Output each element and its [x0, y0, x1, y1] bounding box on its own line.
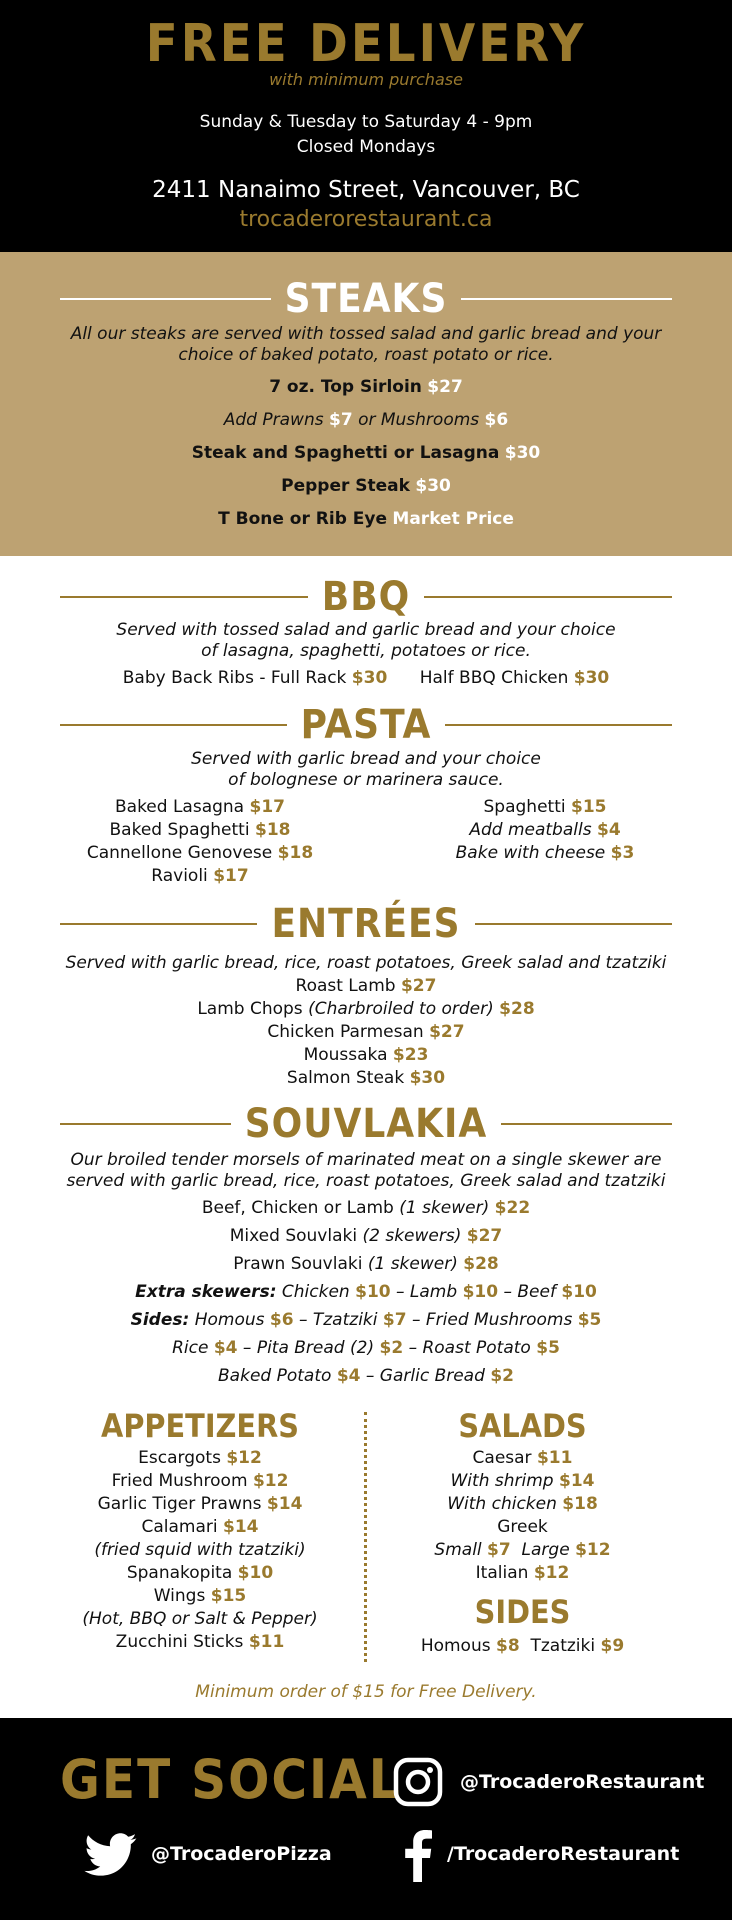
item-name: Steak and Spaghetti or Lasagna: [191, 443, 500, 463]
entrees-list: [0, 975, 732, 1090]
hours-line-1: Sunday & Tuesday to Saturday 4 - 9pm: [199, 112, 533, 132]
separator: –: [396, 1282, 405, 1302]
item-price: $30: [504, 443, 541, 463]
instagram-handle[interactable]: @TrocaderoRestaurant: [460, 1771, 705, 1793]
item-price: $27: [429, 1022, 465, 1042]
item-name: Bake with cheese: [455, 843, 606, 863]
heading-rule: [60, 923, 257, 925]
entrees-title: ENTRÉES: [271, 901, 461, 947]
extra-skewers: [0, 1282, 732, 1302]
item-price: $4: [596, 820, 621, 840]
item-price: $4: [336, 1366, 361, 1386]
menu-item: [0, 1021, 732, 1044]
item-price: $12: [252, 1471, 289, 1491]
item-price: $17: [249, 797, 286, 817]
item-price: $15: [210, 1586, 247, 1606]
menu-item: [60, 1562, 340, 1585]
souvlakia-desc-line-2: served with garlic bread, rice, roast potatoes, Greek salad and tzatziki: [66, 1171, 666, 1191]
bbq-items: [0, 668, 732, 688]
address: 2411 Nanaimo Street, Vancouver, BC: [152, 177, 580, 203]
item-price: $2: [379, 1338, 404, 1358]
item-price: $22: [494, 1198, 531, 1218]
steaks-title: STEAKS: [284, 276, 448, 322]
item-name: Salmon Steak: [286, 1068, 405, 1088]
item-name: Baby Back Ribs - Full Rack: [122, 668, 347, 688]
souvlakia-description: [0, 1150, 732, 1192]
item-price: $27: [427, 377, 463, 397]
item-price: $10: [561, 1282, 597, 1302]
facebook-handle[interactable]: /TrocaderoRestaurant: [447, 1843, 680, 1865]
menu-item: [60, 1585, 340, 1608]
item-price: $18: [277, 843, 314, 863]
item-name: Fried Mushroom: [111, 1471, 248, 1491]
pasta-title: PASTA: [300, 702, 432, 748]
bbq-heading: [60, 572, 672, 622]
pasta-right-column: [400, 796, 690, 865]
heading-rule: [424, 596, 672, 598]
header: [0, 0, 732, 252]
item-name: Large: [521, 1540, 570, 1560]
entrees-description: Served with garlic bread, rice, roast potatoes, Greek salad and tzatziki: [65, 953, 667, 973]
item-name: Chicken: [281, 1282, 350, 1302]
item-price: Market Price: [392, 509, 514, 529]
menu-item: [395, 1470, 650, 1493]
item-name: With chicken: [447, 1494, 557, 1514]
salads-section: [395, 1405, 650, 1658]
menu-item: [50, 819, 350, 842]
item-price: $14: [266, 1494, 303, 1514]
pasta-desc-line-1: Served with garlic bread and your choice: [191, 749, 541, 769]
steaks-desc-line-1: All our steaks are served with tossed salad and garlic bread and your: [70, 324, 662, 344]
item-name: Italian: [475, 1563, 529, 1583]
greek-sizes: [395, 1539, 650, 1562]
item-name: Prawn Souvlaki: [233, 1254, 363, 1274]
website-link[interactable]: trocaderorestaurant.ca: [239, 207, 493, 232]
facebook-icon-svg: [404, 1830, 432, 1882]
sides-line-3: [0, 1366, 732, 1386]
item-name: Spanakopita: [126, 1563, 233, 1583]
item-name: Roast Lamb: [295, 976, 396, 996]
menu-item: [0, 1254, 732, 1274]
souvlakia-desc-line-1: Our broiled tender morsels of marinated meat on a single skewer are: [70, 1150, 662, 1170]
menu-item: [420, 668, 610, 688]
item-name: Calamari: [141, 1517, 218, 1537]
item-price: $30: [351, 668, 388, 688]
facebook-icon[interactable]: [404, 1830, 432, 1882]
sides-items: [395, 1635, 650, 1658]
greek-salad: Greek: [497, 1517, 548, 1537]
item-price: $18: [254, 820, 291, 840]
instagram-icon[interactable]: [393, 1757, 443, 1807]
pasta-heading: [60, 700, 672, 750]
item-price: $30: [409, 1068, 446, 1088]
item-price: $28: [499, 999, 535, 1019]
menu-item: [395, 1562, 650, 1585]
twitter-icon[interactable]: [84, 1833, 138, 1877]
salads-title: SALADS: [458, 1407, 587, 1445]
hours-line-2: Closed Mondays: [296, 137, 436, 157]
item-price: $4: [213, 1338, 238, 1358]
menu-item: [400, 819, 690, 842]
extra-skewers-label: Extra skewers:: [135, 1282, 277, 1302]
item-price: $6: [269, 1310, 294, 1330]
item-price: $11: [248, 1632, 285, 1652]
item-price: $8: [496, 1636, 520, 1656]
bbq-title: BBQ: [321, 574, 411, 620]
menu-item: [60, 1516, 340, 1539]
menu-item: [395, 1493, 650, 1516]
bbq-description: [0, 620, 732, 662]
minimum-order-note: Minimum order of $15 for Free Delivery.: [195, 1682, 537, 1702]
item-name: Beef, Chicken or Lamb: [201, 1198, 394, 1218]
item-name: Rice: [172, 1338, 209, 1358]
menu-item: [0, 1067, 732, 1090]
item-name: Caesar: [472, 1448, 532, 1468]
item-price: $9: [600, 1636, 625, 1656]
free-delivery-subtitle: with minimum purchase: [269, 70, 463, 89]
item-price: $10: [355, 1282, 391, 1302]
item-price: $10: [237, 1563, 274, 1583]
heading-rule: [60, 1123, 231, 1125]
item-price: $18: [562, 1494, 598, 1514]
separator: –: [242, 1338, 252, 1358]
item-name: Tzatziki: [312, 1310, 378, 1330]
menu-item: [0, 377, 732, 397]
item-name: Homous: [194, 1310, 265, 1330]
item-name: Lamb Chops: [197, 999, 303, 1019]
item-price: $30: [573, 668, 610, 688]
pasta-desc-line-2: of bolognese or marinera sauce.: [228, 770, 504, 790]
heading-rule: [475, 923, 672, 925]
item-price: $17: [213, 866, 249, 886]
souvlakia-heading: [60, 1099, 672, 1149]
item-price: $14: [558, 1471, 595, 1491]
calamari-note: (fried squid with tzatziki): [94, 1540, 306, 1560]
wings-note: (Hot, BBQ or Salt & Pepper): [82, 1609, 318, 1629]
menu-item: [0, 1198, 732, 1218]
item-name: Tzatziki: [530, 1636, 596, 1656]
item-name: Mixed Souvlaki: [229, 1226, 358, 1246]
item-price: $28: [463, 1254, 499, 1274]
item-price: $12: [226, 1448, 262, 1468]
addon-prawns: Add Prawns: [223, 410, 324, 430]
item-price: $10: [462, 1282, 499, 1302]
item-name: With shrimp: [450, 1471, 554, 1491]
item-name: Moussaka: [303, 1045, 388, 1065]
menu-item: [395, 1447, 650, 1470]
twitter-handle[interactable]: @TrocaderoPizza: [151, 1843, 332, 1865]
menu-item: [0, 443, 732, 463]
pasta-description: [0, 749, 732, 791]
heading-rule: [60, 298, 271, 300]
menu-item: [60, 1470, 340, 1493]
item-name: Fried Mushrooms: [425, 1310, 573, 1330]
menu-item: [60, 1493, 340, 1516]
menu-item: [400, 796, 690, 819]
item-name: Lamb: [409, 1282, 458, 1302]
menu-item: [50, 865, 350, 888]
item-name: Spaghetti: [483, 797, 566, 817]
item-name: Garlic Bread: [379, 1366, 485, 1386]
bbq-desc-line-2: of lasagna, spaghetti, potatoes or rice.: [201, 641, 531, 661]
item-name: Garlic Tiger Prawns: [97, 1494, 262, 1514]
separator: –: [408, 1338, 418, 1358]
item-price: $14: [223, 1517, 259, 1537]
addon-prawns-price: $7: [328, 410, 353, 430]
addon-mushrooms: or Mushrooms: [358, 410, 480, 430]
item-note: (Charbroiled to order): [308, 999, 494, 1019]
item-name: Pepper Steak: [281, 476, 410, 496]
heading-rule: [461, 298, 672, 300]
item-note: (1 skewer): [367, 1254, 458, 1274]
item-name: 7 oz. Top Sirloin: [269, 377, 422, 397]
item-name: Ravioli: [151, 866, 208, 886]
menu-item: [123, 668, 388, 688]
item-price: $30: [415, 476, 451, 496]
menu-item: [50, 796, 350, 819]
item-price: $27: [400, 976, 437, 996]
sides-line-2: [0, 1338, 732, 1358]
separator: –: [298, 1310, 308, 1330]
menu-item: [60, 1447, 340, 1470]
item-price: $27: [466, 1226, 503, 1246]
steaks-heading: [60, 274, 672, 324]
appetizers-title: APPETIZERS: [101, 1407, 299, 1445]
item-name: Roast Potato: [422, 1338, 531, 1358]
item-price: $7: [382, 1310, 407, 1330]
bbq-desc-line-1: Served with tossed salad and garlic bread and your choice: [116, 620, 616, 640]
item-name: Beef: [517, 1282, 556, 1302]
menu-item: [0, 1044, 732, 1067]
menu-item: [50, 842, 350, 865]
item-price: $3: [610, 843, 635, 863]
menu-item: [0, 509, 732, 529]
item-name: Small: [434, 1540, 482, 1560]
item-note: (2 skewers): [362, 1226, 462, 1246]
souvlakia-title: SOUVLAKIA: [244, 1101, 488, 1147]
item-name: Zucchini Sticks: [115, 1632, 244, 1652]
item-price: $2: [490, 1366, 514, 1386]
item-name: Wings: [153, 1586, 206, 1606]
item-name: Cannellone Genovese: [86, 843, 273, 863]
item-name: Chicken Parmesan: [267, 1022, 424, 1042]
item-name: Homous: [420, 1636, 491, 1656]
steaks-addon: [0, 410, 732, 430]
steaks-section: [0, 252, 732, 556]
item-note: (1 skewer): [399, 1198, 490, 1218]
heading-rule: [445, 724, 672, 726]
separator: –: [503, 1282, 512, 1302]
appetizers-section: [60, 1405, 340, 1654]
get-social-title: GET SOCIAL: [60, 1748, 402, 1811]
heading-rule: [60, 596, 308, 598]
item-price: $15: [570, 797, 607, 817]
instagram-icon-svg: [393, 1757, 443, 1807]
item-name: Escargots: [138, 1448, 221, 1468]
item-price: $23: [392, 1045, 429, 1065]
item-price: $5: [536, 1338, 560, 1358]
sides-title: SIDES: [474, 1593, 571, 1631]
menu-item: [0, 476, 732, 496]
item-price: $11: [536, 1448, 573, 1468]
sides-label: Sides:: [130, 1310, 190, 1330]
pasta-left-column: [50, 796, 350, 888]
heading-rule: [501, 1123, 672, 1125]
steaks-desc-line-2: choice of baked potato, roast potato or rice.: [178, 345, 554, 365]
item-name: Half BBQ Chicken: [419, 668, 569, 688]
item-name: Add meatballs: [469, 820, 592, 840]
heading-rule: [60, 724, 287, 726]
sides-line-1: [0, 1310, 732, 1330]
item-name: Baked Potato: [218, 1366, 332, 1386]
free-delivery-title: FREE DELIVERY: [145, 14, 587, 74]
menu-item: [0, 998, 732, 1021]
menu-item: [400, 842, 690, 865]
item-price: $5: [577, 1310, 602, 1330]
item-name: Pita Bread (2): [256, 1338, 375, 1358]
item-name: Baked Lasagna: [114, 797, 245, 817]
menu-item: [60, 1631, 340, 1654]
addon-mushrooms-price: $6: [484, 410, 509, 430]
item-name: T Bone or Rib Eye: [218, 509, 388, 529]
steaks-description: [0, 324, 732, 366]
item-price: $12: [533, 1563, 570, 1583]
twitter-icon-svg: [84, 1833, 138, 1877]
item-price: $12: [575, 1540, 611, 1560]
separator: –: [411, 1310, 421, 1330]
menu-item: [0, 975, 732, 998]
entrees-heading: [60, 899, 672, 949]
menu-item: [0, 1226, 732, 1246]
hours: [0, 110, 732, 160]
separator: –: [365, 1366, 375, 1386]
item-price: $7: [487, 1540, 511, 1560]
item-name: Baked Spaghetti: [109, 820, 250, 840]
column-divider: [364, 1412, 367, 1662]
